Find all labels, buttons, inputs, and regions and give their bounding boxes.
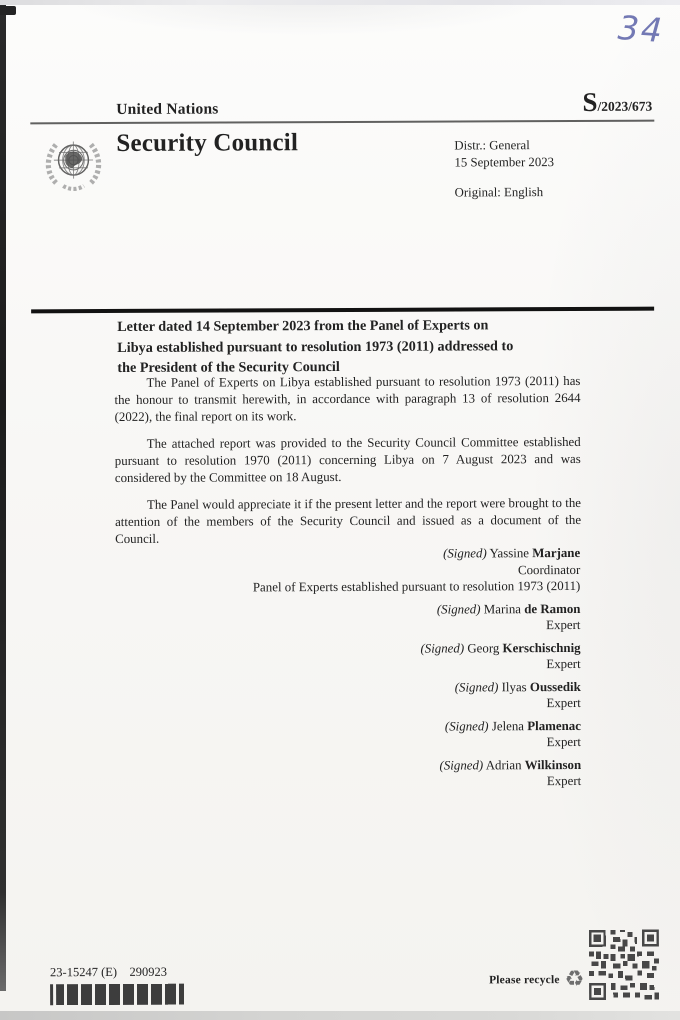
- letter-title-line: the President of the Security Council: [117, 358, 340, 376]
- signature-entry: [51, 717, 581, 752]
- header-rule: [30, 120, 654, 125]
- barcode: [50, 984, 184, 1006]
- letter-paragraph: The Panel would appreciate it if the present letter and the report were brought to the attention of the members of the Security Council and issued as a document of the Council.: [115, 495, 582, 546]
- signer-role: Expert: [546, 734, 582, 750]
- signature-line: [51, 678, 581, 697]
- recycle-icon: ♻: [564, 966, 585, 993]
- signature-entry: [51, 639, 581, 674]
- letter-paragraph: The attached report was provided to the Security Council Committee established pursuant to resolution 1970 (2011) concerning Libya on 7 August 2023 and was considered by the Committee on 18 August.: [114, 434, 581, 485]
- signature-entry: [51, 756, 581, 791]
- signer-role: Expert: [546, 656, 581, 672]
- handwritten-page-number: 34: [616, 7, 666, 51]
- document-symbol-number: /2023/673: [597, 98, 653, 114]
- un-emblem-icon: [40, 128, 106, 196]
- signer-organization: Panel of Experts established pursuant to resolution 1973 (2011): [252, 578, 581, 595]
- signature-entry: [50, 545, 580, 597]
- signature-line: [51, 717, 581, 736]
- signer-role: Expert: [546, 695, 581, 711]
- signature-line: [50, 545, 580, 564]
- signer-surname: Oussedik: [529, 679, 581, 694]
- letter-paragraph: The Panel of Experts on Libya established pursuant to resolution 1973 (2011) has the honour to transmit herewith, in accordance with paragraph 13 of resolution 2644 (2022), the final report on its work.: [114, 373, 581, 424]
- body-name-heading: Security Council: [116, 129, 299, 157]
- signed-label: (Signed): [443, 546, 487, 561]
- signer-given-name: Georg: [464, 640, 503, 655]
- job-number-line: 23-15247 (E) 290923: [49, 964, 168, 980]
- scan-edge-bottom: [0, 1011, 680, 1020]
- signed-label: (Signed): [454, 679, 499, 695]
- letter-title: [117, 315, 587, 379]
- signer-given-name: Ilyas: [498, 679, 530, 694]
- signature-entry: [51, 678, 581, 713]
- distribution-block: [454, 137, 554, 170]
- signature-line: [50, 600, 580, 619]
- signer-surname: Wilkinson: [524, 757, 582, 772]
- document-symbol: [452, 87, 652, 119]
- signer-surname: Kerschischnig: [502, 640, 581, 655]
- letter-body: [114, 373, 582, 561]
- signer-role: Coordinator: [517, 562, 581, 577]
- signed-label: (Signed): [439, 757, 484, 773]
- signer-given-name: Yassine: [486, 546, 533, 561]
- recycle-text: Please recycle: [489, 973, 560, 986]
- date-line: 15 September 2023: [454, 154, 555, 169]
- letter-title-line: Libya established pursuant to resolution 1973 (2011) addressed to: [117, 337, 514, 356]
- organization-name: United Nations: [116, 100, 219, 118]
- signature-block: [50, 545, 581, 798]
- section-rule: [31, 307, 654, 313]
- signer-surname: Plamenac: [527, 718, 581, 733]
- signed-label: (Signed): [444, 718, 489, 734]
- signer-role: Expert: [546, 617, 581, 633]
- original-language-line: Original: English: [454, 185, 544, 200]
- distr-line: Distr.: General: [454, 138, 530, 153]
- signed-label: (Signed): [420, 640, 465, 656]
- signature-entry: [50, 600, 580, 635]
- signer-surname: de Ramon: [524, 601, 581, 616]
- document-symbol-series: S: [582, 86, 598, 117]
- recycle-notice: [489, 967, 584, 992]
- signer-role: Expert: [546, 773, 582, 789]
- signature-line: [51, 639, 581, 658]
- signed-label: (Signed): [436, 601, 481, 617]
- letter-title-line: Letter dated 14 September 2023 from the Panel of Experts on: [117, 317, 489, 335]
- signature-line: [51, 756, 581, 775]
- signer-given-name: Jelena: [488, 718, 528, 733]
- signer-surname: Marjane: [532, 545, 581, 561]
- signer-given-name: Marina: [480, 601, 525, 616]
- qr-code: [589, 928, 659, 1002]
- signer-given-name: Adrian: [483, 757, 525, 772]
